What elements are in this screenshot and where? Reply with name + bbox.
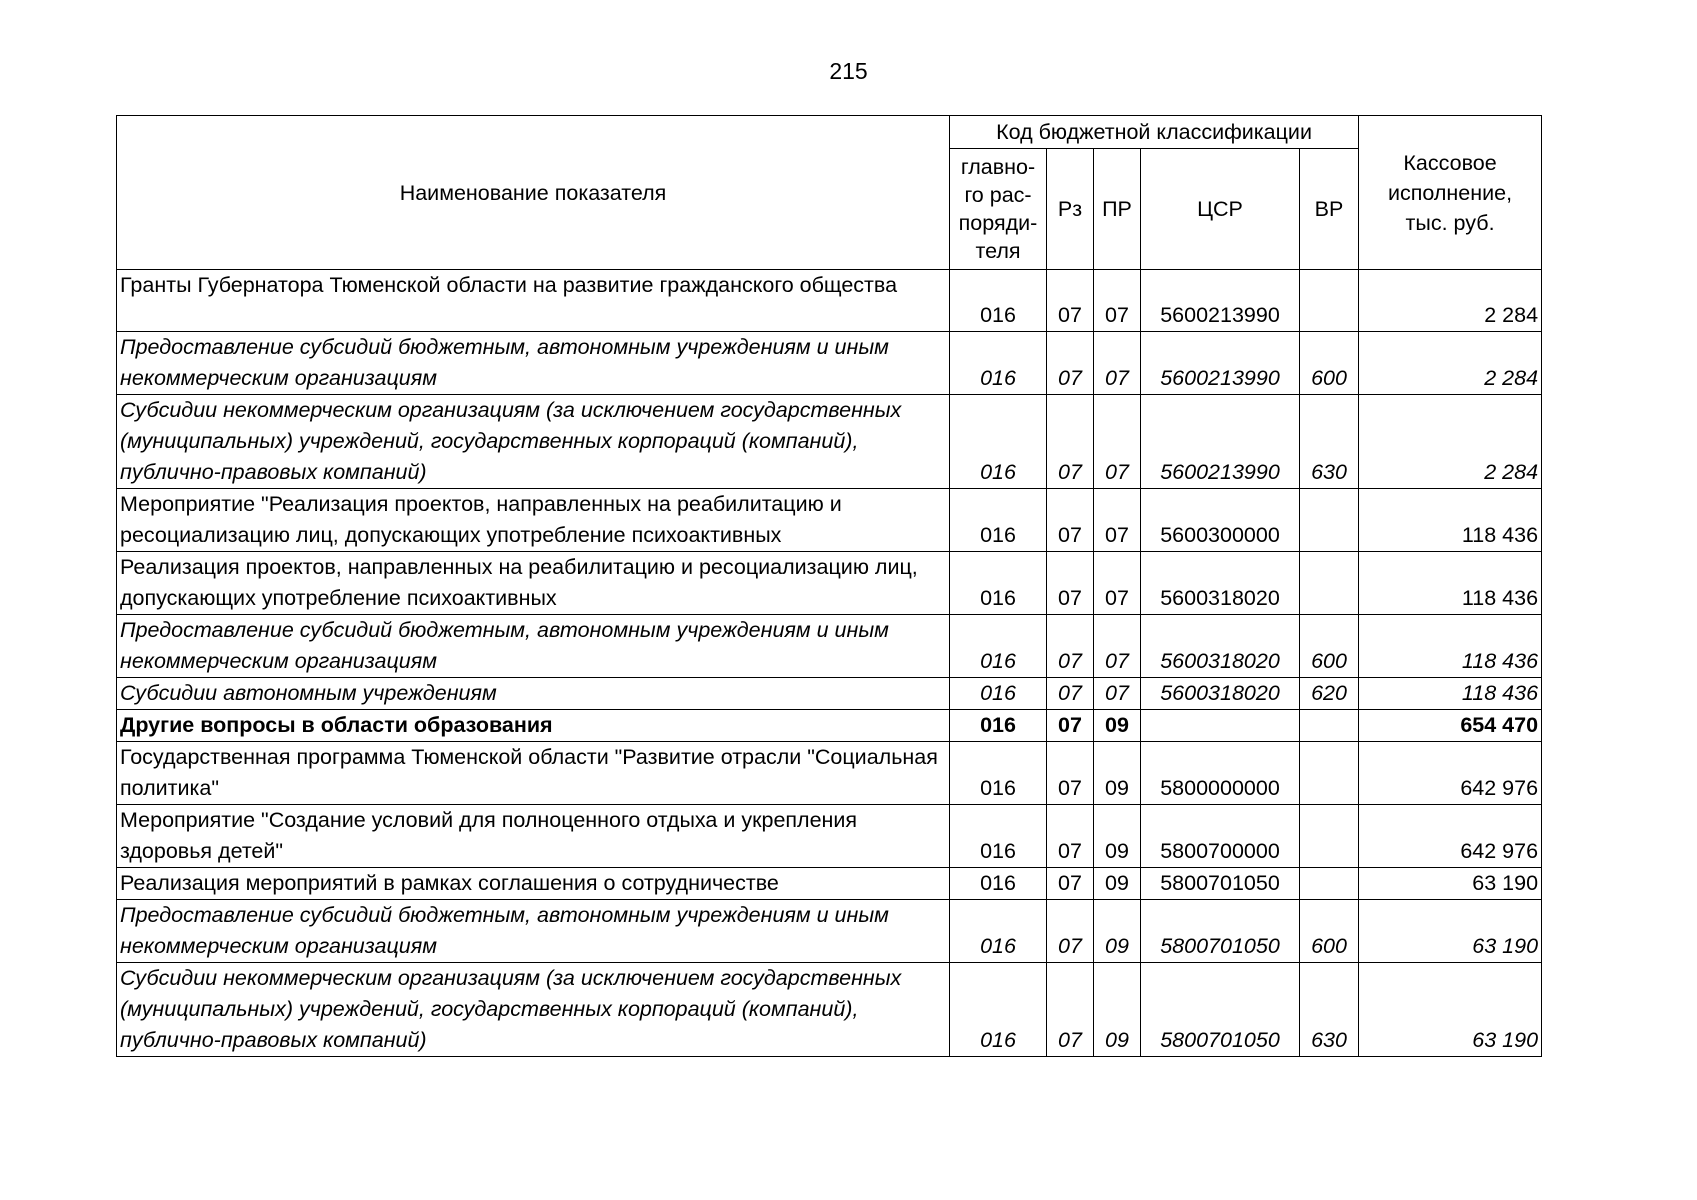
table-row bbox=[117, 710, 1542, 742]
cell-name: Государственная программа Тюменской области "Развитие отрасли "Социальная политика" bbox=[117, 742, 950, 805]
header-vr: ВР bbox=[1300, 149, 1359, 270]
cell-pr: 07 bbox=[1094, 489, 1141, 552]
cell-vr bbox=[1300, 710, 1359, 742]
cell-vr bbox=[1300, 742, 1359, 805]
cell-amount: 118 436 bbox=[1359, 489, 1542, 552]
cell-name: Субсидии некоммерческим организациям (за исключением государственных (муниципальных) учреждений, государственных корпораций (компаний), публично-правовых компаний) bbox=[117, 963, 950, 1057]
cell-rz: 07 bbox=[1047, 270, 1094, 332]
cell-name: Мероприятие "Создание условий для полноценного отдыха и укрепления здоровья детей" bbox=[117, 805, 950, 868]
cell-csr: 5800700000 bbox=[1141, 805, 1300, 868]
table-row bbox=[117, 489, 1542, 552]
cell-pr: 09 bbox=[1094, 868, 1141, 900]
cell-vr: 600 bbox=[1300, 900, 1359, 963]
cell-csr: 5600318020 bbox=[1141, 678, 1300, 710]
cell-amount: 118 436 bbox=[1359, 615, 1542, 678]
cell-amount: 63 190 bbox=[1359, 868, 1542, 900]
cell-rz: 07 bbox=[1047, 395, 1094, 489]
cell-rz: 07 bbox=[1047, 868, 1094, 900]
cell-amount: 63 190 bbox=[1359, 963, 1542, 1057]
cell-rz: 07 bbox=[1047, 900, 1094, 963]
cell-glavny: 016 bbox=[950, 332, 1047, 395]
cell-name: Гранты Губернатора Тюменской области на развитие гражданского общества bbox=[117, 270, 950, 332]
cell-csr: 5800701050 bbox=[1141, 868, 1300, 900]
cell-name: Реализация мероприятий в рамках соглашения о сотрудничестве bbox=[117, 868, 950, 900]
header-pr: ПР bbox=[1094, 149, 1141, 270]
budget-table bbox=[116, 115, 1542, 1057]
cell-csr: 5800701050 bbox=[1141, 963, 1300, 1057]
cell-vr: 600 bbox=[1300, 615, 1359, 678]
cell-pr: 09 bbox=[1094, 805, 1141, 868]
cell-csr bbox=[1141, 710, 1300, 742]
page-number: 215 bbox=[829, 58, 868, 84]
cell-csr: 5600318020 bbox=[1141, 615, 1300, 678]
cell-name: Субсидии некоммерческим организациям (за исключением государственных (муниципальных) учреждений, государственных корпораций (компаний), публично-правовых компаний) bbox=[117, 395, 950, 489]
cell-rz: 07 bbox=[1047, 742, 1094, 805]
table-row bbox=[117, 332, 1542, 395]
cell-pr: 07 bbox=[1094, 270, 1141, 332]
cell-vr: 630 bbox=[1300, 963, 1359, 1057]
cell-glavny: 016 bbox=[950, 552, 1047, 615]
cell-vr bbox=[1300, 805, 1359, 868]
table-row bbox=[117, 742, 1542, 805]
cell-vr: 630 bbox=[1300, 395, 1359, 489]
cell-glavny: 016 bbox=[950, 395, 1047, 489]
table-row bbox=[117, 678, 1542, 710]
cell-glavny: 016 bbox=[950, 615, 1047, 678]
table-body bbox=[117, 270, 1542, 1057]
header-glavny: главно- го рас- поряди- теля bbox=[950, 149, 1047, 270]
cell-rz: 07 bbox=[1047, 678, 1094, 710]
cell-name: Другие вопросы в области образования bbox=[117, 710, 950, 742]
table-row bbox=[117, 395, 1542, 489]
cell-vr bbox=[1300, 552, 1359, 615]
header-row-1 bbox=[117, 116, 1542, 149]
cell-amount: 654 470 bbox=[1359, 710, 1542, 742]
cell-glavny: 016 bbox=[950, 963, 1047, 1057]
table-row bbox=[117, 615, 1542, 678]
cell-csr: 5800701050 bbox=[1141, 900, 1300, 963]
cell-amount: 642 976 bbox=[1359, 742, 1542, 805]
cell-amount: 2 284 bbox=[1359, 332, 1542, 395]
cell-pr: 07 bbox=[1094, 332, 1141, 395]
cell-glavny: 016 bbox=[950, 868, 1047, 900]
cell-rz: 07 bbox=[1047, 615, 1094, 678]
cell-name: Реализация проектов, направленных на реабилитацию и ресоциализацию лиц, допускающих употребление психоактивных bbox=[117, 552, 950, 615]
cell-pr: 07 bbox=[1094, 395, 1141, 489]
header-rz: Рз bbox=[1047, 149, 1094, 270]
cell-vr: 600 bbox=[1300, 332, 1359, 395]
cell-rz: 07 bbox=[1047, 552, 1094, 615]
cell-pr: 09 bbox=[1094, 900, 1141, 963]
cell-glavny: 016 bbox=[950, 742, 1047, 805]
table-row bbox=[117, 963, 1542, 1057]
cell-pr: 07 bbox=[1094, 678, 1141, 710]
cell-pr: 07 bbox=[1094, 552, 1141, 615]
cell-rz: 07 bbox=[1047, 710, 1094, 742]
cell-glavny: 016 bbox=[950, 489, 1047, 552]
cell-glavny: 016 bbox=[950, 805, 1047, 868]
cell-glavny: 016 bbox=[950, 678, 1047, 710]
table-row bbox=[117, 805, 1542, 868]
cell-amount: 2 284 bbox=[1359, 395, 1542, 489]
cell-name: Субсидии автономным учреждениям bbox=[117, 678, 950, 710]
cell-csr: 5600300000 bbox=[1141, 489, 1300, 552]
header-csr: ЦСР bbox=[1141, 149, 1300, 270]
cell-name: Предоставление субсидий бюджетным, автономным учреждениям и иным некоммерческим организациям bbox=[117, 900, 950, 963]
table-row bbox=[117, 552, 1542, 615]
header-amount: Кассовое исполнение, тыс. руб. bbox=[1359, 116, 1542, 270]
cell-name: Мероприятие "Реализация проектов, направленных на реабилитацию и ресоциализацию лиц, допускающих употребление психоактивных bbox=[117, 489, 950, 552]
cell-amount: 63 190 bbox=[1359, 900, 1542, 963]
table-row bbox=[117, 900, 1542, 963]
cell-pr: 07 bbox=[1094, 615, 1141, 678]
cell-glavny: 016 bbox=[950, 900, 1047, 963]
cell-csr: 5600213990 bbox=[1141, 270, 1300, 332]
table-row bbox=[117, 270, 1542, 332]
cell-name: Предоставление субсидий бюджетным, автономным учреждениям и иным некоммерческим организациям bbox=[117, 332, 950, 395]
cell-glavny: 016 bbox=[950, 710, 1047, 742]
cell-vr bbox=[1300, 868, 1359, 900]
cell-amount: 118 436 bbox=[1359, 552, 1542, 615]
header-code-group: Код бюджетной классификации bbox=[950, 116, 1359, 149]
cell-rz: 07 bbox=[1047, 489, 1094, 552]
cell-rz: 07 bbox=[1047, 805, 1094, 868]
cell-glavny: 016 bbox=[950, 270, 1047, 332]
cell-pr: 09 bbox=[1094, 742, 1141, 805]
table-row bbox=[117, 868, 1542, 900]
cell-amount: 2 284 bbox=[1359, 270, 1542, 332]
cell-vr: 620 bbox=[1300, 678, 1359, 710]
cell-csr: 5600318020 bbox=[1141, 552, 1300, 615]
header-name: Наименование показателя bbox=[117, 116, 950, 270]
cell-name: Предоставление субсидий бюджетным, автономным учреждениям и иным некоммерческим организациям bbox=[117, 615, 950, 678]
cell-amount: 642 976 bbox=[1359, 805, 1542, 868]
cell-vr bbox=[1300, 489, 1359, 552]
cell-amount: 118 436 bbox=[1359, 678, 1542, 710]
cell-csr: 5600213990 bbox=[1141, 395, 1300, 489]
cell-csr: 5800000000 bbox=[1141, 742, 1300, 805]
cell-pr: 09 bbox=[1094, 963, 1141, 1057]
cell-vr bbox=[1300, 270, 1359, 332]
cell-rz: 07 bbox=[1047, 963, 1094, 1057]
cell-csr: 5600213990 bbox=[1141, 332, 1300, 395]
cell-rz: 07 bbox=[1047, 332, 1094, 395]
cell-pr: 09 bbox=[1094, 710, 1141, 742]
